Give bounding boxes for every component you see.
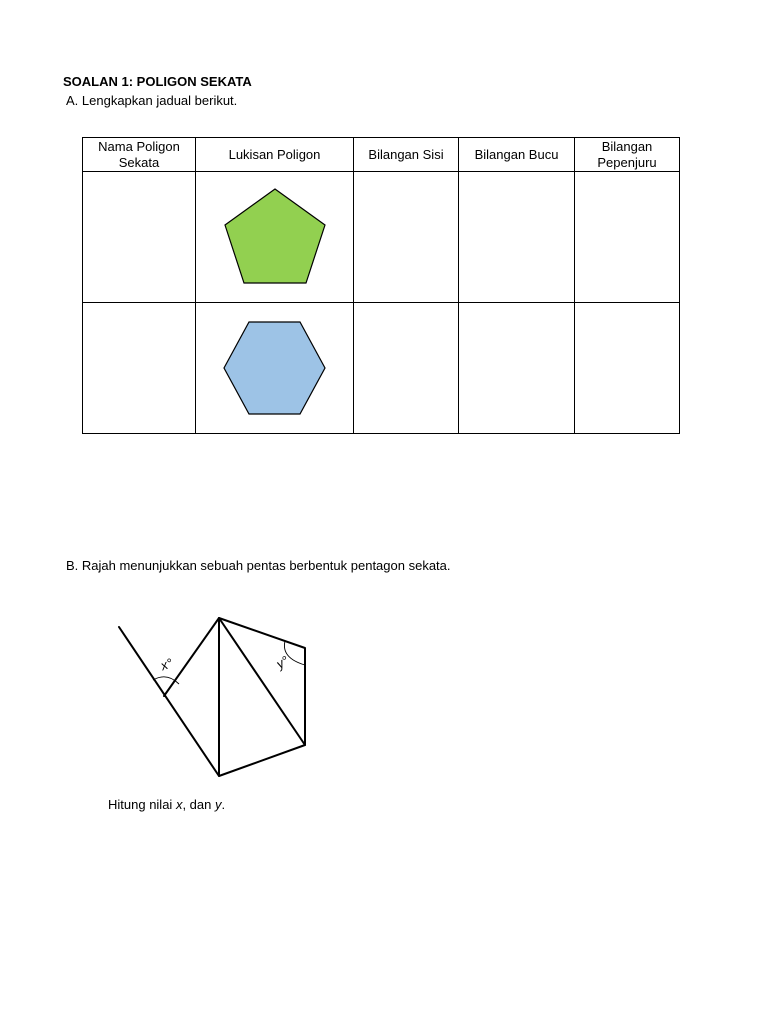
table-row	[83, 172, 680, 303]
cell-polygon-drawing	[196, 172, 354, 303]
hexagon-shape	[222, 320, 328, 416]
cell-name-answer[interactable]	[83, 172, 196, 303]
header-nama-poligon: Nama Poligon Sekata	[83, 138, 196, 172]
angle-x-label: x°	[158, 655, 175, 674]
instruction-b: B. Rajah menunjukkan sebuah pentas berbentuk pentagon sekata.	[66, 558, 451, 573]
header-bilangan-bucu: Bilangan Bucu	[459, 138, 575, 172]
header-bilangan-sisi: Bilangan Sisi	[354, 138, 459, 172]
cell-vertices-answer[interactable]	[459, 303, 575, 434]
cell-polygon-drawing	[196, 303, 354, 434]
cell-diagonals-answer[interactable]	[575, 303, 680, 434]
pentagon-stage-diagram	[100, 610, 320, 785]
pentagon-shape	[220, 185, 330, 289]
header-lukisan-poligon: Lukisan Poligon	[196, 138, 354, 172]
cell-sides-answer[interactable]	[354, 172, 459, 303]
header-bilangan-pepenjuru: Bilangan Pepenjuru	[575, 138, 680, 172]
pentagon-outline	[119, 618, 305, 776]
diagonal-line	[219, 618, 305, 745]
table-row	[83, 303, 680, 434]
cell-diagonals-answer[interactable]	[575, 172, 680, 303]
polygon-table	[82, 137, 680, 434]
angle-y-label: y°	[273, 652, 292, 672]
instruction-a: A. Lengkapkan jadual berikut.	[66, 93, 238, 108]
cell-name-answer[interactable]	[83, 303, 196, 434]
cell-vertices-answer[interactable]	[459, 172, 575, 303]
page-title: SOALAN 1: POLIGON SEKATA	[63, 74, 252, 89]
task-text: Hitung nilai x, dan y.	[108, 797, 226, 812]
cell-sides-answer[interactable]	[354, 303, 459, 434]
table-header-row	[83, 138, 680, 172]
